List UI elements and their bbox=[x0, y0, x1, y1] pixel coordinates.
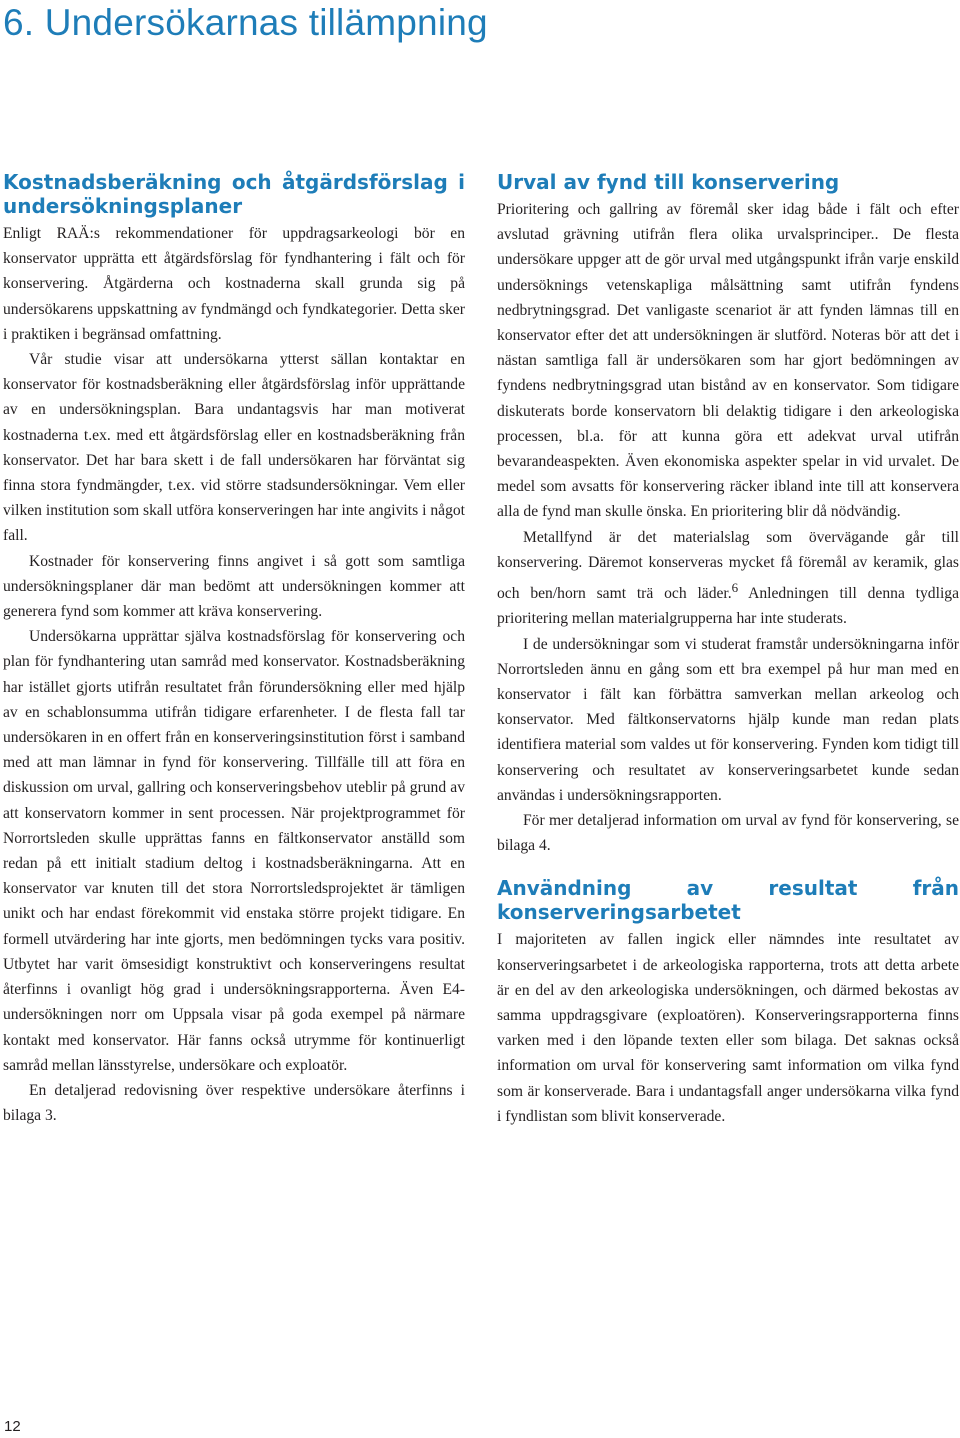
section-heading-kostnadsberakning: Kostnadsberäkning och åtgärdsförslag i undersökningsplaner bbox=[3, 170, 465, 218]
paragraph: Vår studie visar att undersökarna ytterst sällan kontaktar en konservator för kostnadsberäkning eller åtgärdsförslag inför upprättande av en undersökningsplan. Bara undantagsvis har man motiverat kostnaderna t.ex. med ett åtgärdsförslag eller en kostnadsberäkning från konservator. Det har bara skett i de fall undersökaren har förväntat sig finna stora fyndmängder, t.ex. vid större stadsundersökningar. Vem eller vilken institution som skall utföra konserveringen har inte angivits i något fall. bbox=[3, 351, 465, 545]
chapter-title: 6. Undersökarnas tillämpning bbox=[3, 2, 488, 43]
paragraph: Prioritering och gallring av föremål sker idag både i fält och efter avslutad grävning utifrån flera olika urvalsprinciper.. De flesta undersökare uppger att de gör urval med utgångspunkt ifrån varje enskild undersöknings vetenskapliga målsättning samt utifrån fyndens nedbrytningsgrad. Det vanligaste scenariot är att fynden lämnas till en konservator efter det att undersökningen är slutförd. Noteras bör att det i nästan samtliga fall är undersökaren som har gjort bedömningen av fyndens nedbrytningsgrad utan bistånd av en konservator. Som tidigare diskuterats borde konservatorn bli delaktig tidigare i den arkeologiska processen, bl.a. för att kunna göra ett adekvat urval utifrån bevarandeaspekten. Även ekonomiska aspekter spelar in vid urvalet. De medel som avsatts för konservering räcker ibland inte till att konservera alla de fynd man skulle önska. En prioritering blir då nödvändig. bbox=[497, 201, 959, 521]
page-number: 12 bbox=[4, 1418, 21, 1435]
footnote-marker: 6 bbox=[731, 580, 739, 596]
section-heading-urval: Urval av fynd till konservering bbox=[497, 170, 840, 194]
paragraph: För mer detaljerad information om urval av fynd för konservering, se bilaga 4. bbox=[497, 812, 959, 855]
right-column bbox=[497, 170, 959, 1129]
paragraph-text: Anledningen till denna tydliga prioritering mellan materialgrupperna har inte studerats. bbox=[497, 585, 959, 628]
paragraph: En detaljerad redovisning över respektive undersökare återfinns i bilaga 3. bbox=[3, 1081, 465, 1125]
paragraph: I majoriteten av fallen ingick eller nämndes inte resultatet av konserveringsarbetet i de arkeologiska rapporterna, trots att detta arbete är en del av den arkeologiska undersökningen, och därmed bekostas av samma uppdragsgivare (exploatören). Konserveringsrapporterna finns varken med i den löpande texten eller som bilaga. Det saknas också information om urval för konservering samt information om vilka fynd som är konserverade. Bara i undantagsfall anger undersökarna vilka fynd i fyndlistan som blivit konserverade. bbox=[497, 931, 959, 1125]
section-heading-anvandning: Användning av resultat från konserveringsarbetet bbox=[497, 876, 959, 925]
paragraph: Enligt RAÄ:s rekommendationer för uppdragsarkeologi bör en konservator upprätta ett åtgärdsförslag för fyndhantering i fält och för konservering. Åtgärderna och kostnaderna skall grunda sig på undersökarens uppskattning av fyndmängd och fyndkategorier. Detta sker i praktiken i begränsad omfattning. bbox=[3, 225, 465, 343]
paragraph: Kostnader för konservering finns angivet i så gott som samtliga undersökningsplaner där man bedömt att undersökningen kommer att generera fynd som kommer att kräva konservering. bbox=[3, 552, 465, 621]
paragraph: Undersökarna upprättar själva kostnadsförslag för konservering och plan för fyndhantering utan samråd med konservator. Kostnadsberäkning har istället gjorts utifrån resultatet från förundersökning eller med hjälp av en schablonsumma utifrån tidigare erfarenheter. I de flesta fall tar undersökaren in en offert från en konserveringsinstitution först i samband med att man lämnar in fynd för konservering. Tillfälle till att föra en diskussion om urval, gallring och konserveringsbehov uteblir på grund av att konservatorn kommer in sent processen. När projektprogrammet för Norrortsleden skulle upprättas fanns en fältkonservator anställd som redan på ett initialt stadium deltog i kostnadsberäkningarna. Att en konservator var knuten till det stora Norrortsledsprojektet är tämligen unikt och har endast förekommit vid enstaka större projekt tidigare. En formell utvärdering har inte gjorts, men bedömningen tycks vara positiv. Utbytet har varit ömsesidigt konstruktivt och konserveringens resultat återfinns i ovanligt hög grad i undersökningsrapporterna. Även E4-undersökningen norr om Uppsala visar på goda exempel på närmare kontakt med konservator. Här fanns också utrymme för kontinuerligt samråd mellan länsstyrelse, undersökare och exploatör. bbox=[3, 628, 465, 1074]
paragraph: I de undersökningar som vi studerat framstår undersökningarna inför Norrortsleden ännu en gång som ett bra exempel på hur man med en konservator i fält kan förbättra samverkan mellan arkeolog och konservator. Med fältkonservatorns hjälp kunde man redan plats identifiera material som valdes ut för konservering. Fynden kom tidigt till konservering och resultatet av konserveringsarbetet kunde sedan användas i undersökningsrapporten. bbox=[497, 635, 959, 804]
paragraph-metallfynd bbox=[497, 525, 959, 632]
left-column bbox=[3, 170, 465, 1128]
paragraph-text: Metallfynd är det materialslag som övervägande går till konservering. Däremot konserveras mycket få föremål av keramik, glas och ben/horn samt trä och läder. bbox=[497, 528, 959, 603]
